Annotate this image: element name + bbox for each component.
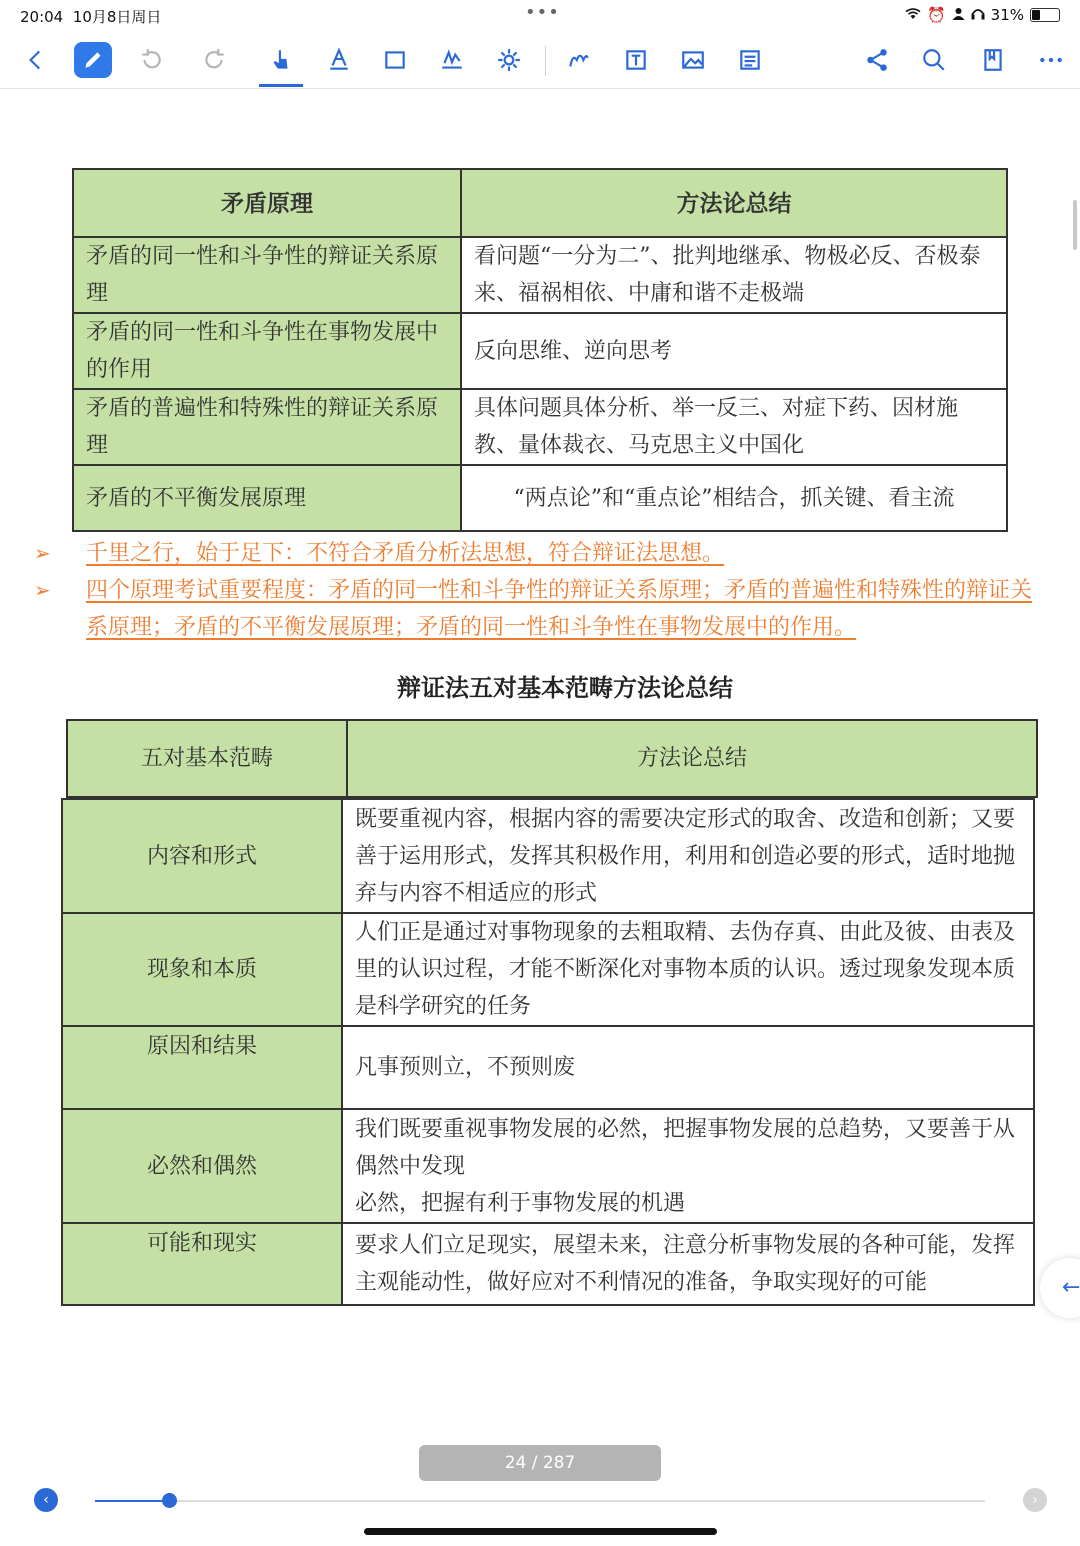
category-table-header: [66, 719, 1038, 798]
outline-icon[interactable]: [731, 42, 769, 78]
note-text: 四个原理考试重要程度：矛盾的同一性和斗争性的辩证关系原理；矛盾的普遍性和特殊性的辩证关系原理；矛盾的不平衡发展原理；矛盾的同一性和斗争性在事物发展中的作用。: [86, 578, 1033, 640]
method-cell: “两点论”和“重点论”相结合，抓关键、看主流: [461, 465, 1007, 531]
person-icon: [952, 6, 965, 24]
page-indicator: 24 / 287: [419, 1445, 661, 1481]
note-item: [34, 572, 1034, 646]
page-slider-progress: [95, 1500, 169, 1502]
table-row: [73, 313, 1007, 389]
text-highlight-icon[interactable]: [320, 42, 358, 78]
table-row: [62, 1223, 1034, 1305]
table-header-cell: 方法论总结: [347, 720, 1037, 797]
table-header-row: [67, 720, 1037, 797]
text-box-icon[interactable]: [617, 42, 655, 78]
toolbar-divider: [545, 46, 546, 76]
previous-page-button[interactable]: ‹: [34, 1488, 58, 1512]
page-slider-track[interactable]: [95, 1500, 985, 1502]
category-cell: 内容和形式: [62, 799, 342, 913]
method-cell: 具体问题具体分析、举一反三、对症下药、因材施教、量体裁衣、马克思主义中国化: [461, 389, 1007, 465]
battery-fill: [1032, 10, 1040, 20]
pen-icon[interactable]: [74, 42, 112, 78]
method-line: 我们既要重视事物发展的必然，把握事物发展的总趋势，又要善于从偶然中发现: [355, 1116, 1016, 1179]
share-icon[interactable]: [858, 42, 896, 78]
category-cell: 必然和偶然: [62, 1109, 342, 1223]
back-icon[interactable]: [17, 42, 55, 78]
principle-cell: 矛盾的同一性和斗争性在事物发展中的作用: [73, 313, 461, 389]
method-cell: 要求人们立足现实，展望未来，注意分析事物发展的各种可能，发挥主观能动性，做好应对不利情况的准备，争取实现好的可能: [342, 1223, 1034, 1305]
status-right: [905, 6, 1060, 24]
category-cell: 可能和现实: [62, 1223, 342, 1305]
status-bar: [0, 0, 1080, 30]
principle-cell: 矛盾的同一性和斗争性的辩证关系原理: [73, 237, 461, 313]
table-header-cell: 方法论总结: [461, 169, 1007, 237]
toolbar: [0, 30, 1080, 89]
category-table: [61, 798, 1035, 1306]
rectangle-select-icon[interactable]: [376, 42, 414, 78]
settings-icon[interactable]: [490, 42, 528, 78]
method-line: 必然，把握有利于事物发展的机遇: [355, 1190, 686, 1216]
status-time: 20:04 10月8日周日: [20, 8, 162, 26]
principle-cell: 矛盾的普遍性和特殊性的辩证关系原理: [73, 389, 461, 465]
section-title: 辩证法五对基本范畴方法论总结: [397, 673, 733, 702]
contradiction-table: [72, 168, 1008, 532]
note-text: 千里之行，始于足下：不符合矛盾分析法思想，符合辩证法思想。: [86, 541, 725, 566]
table-header-row: [73, 169, 1007, 237]
method-cell: 反向思维、逆向思考: [461, 313, 1007, 389]
table-row: [62, 1109, 1034, 1223]
alarm-icon: ⏰: [926, 6, 946, 24]
battery-icon: [1030, 8, 1060, 22]
home-indicator[interactable]: [364, 1528, 717, 1535]
active-tab-indicator: [259, 84, 303, 87]
table-row: [62, 1026, 1034, 1109]
method-cell: 凡事预则立，不预则废: [342, 1026, 1034, 1109]
notes-list: [34, 535, 1034, 646]
table-row: [73, 237, 1007, 313]
principle-cell: 矛盾的不平衡发展原理: [73, 465, 461, 531]
method-cell: [342, 1109, 1034, 1223]
page-slider-handle[interactable]: [162, 1493, 177, 1508]
multitask-dots-icon[interactable]: •••: [525, 2, 560, 23]
category-cell: 原因和结果: [62, 1026, 342, 1109]
wifi-icon: [905, 6, 921, 24]
table-row: [73, 465, 1007, 531]
side-collapse-button[interactable]: ←: [1040, 1258, 1080, 1318]
method-cell: 看问题“一分为二”、批判地继承、物极必反、否极泰来、福祸相依、中庸和谐不走极端: [461, 237, 1007, 313]
image-icon[interactable]: [674, 42, 712, 78]
table-row: [73, 389, 1007, 465]
next-page-button[interactable]: ›: [1023, 1488, 1047, 1512]
arrow-bullet-icon: ➢: [34, 541, 51, 565]
redo-icon[interactable]: [196, 42, 234, 78]
search-icon[interactable]: [915, 42, 953, 78]
more-icon[interactable]: [1032, 42, 1070, 78]
bookmark-icon[interactable]: [974, 42, 1012, 78]
signature-icon[interactable]: [433, 42, 471, 78]
lasso-icon[interactable]: [560, 42, 598, 78]
undo-icon[interactable]: [132, 42, 170, 78]
headphones-icon: [971, 6, 985, 24]
method-cell: 人们正是通过对事物现象的去粗取精、去伪存真、由此及彼、由表及里的认识过程，才能不断深化对事物本质的认识。透过现象发现本质是科学研究的任务: [342, 913, 1034, 1026]
arrow-bullet-icon: ➢: [34, 578, 51, 602]
category-cell: 现象和本质: [62, 913, 342, 1026]
table-row: [62, 799, 1034, 913]
scroll-indicator[interactable]: [1073, 200, 1077, 250]
note-item: [34, 535, 1034, 572]
table-header-cell: 五对基本范畴: [67, 720, 347, 797]
battery-percent: 31%: [990, 6, 1024, 24]
hand-pointer-icon[interactable]: [262, 42, 300, 78]
method-cell: 既要重视内容，根据内容的需要决定形式的取舍、改造和创新；又要善于运用形式，发挥其积极作用，利用和创造必要的形式，适时地抛弃与内容不相适应的形式: [342, 799, 1034, 913]
table-header-cell: 矛盾原理: [73, 169, 461, 237]
table-row: [62, 913, 1034, 1026]
